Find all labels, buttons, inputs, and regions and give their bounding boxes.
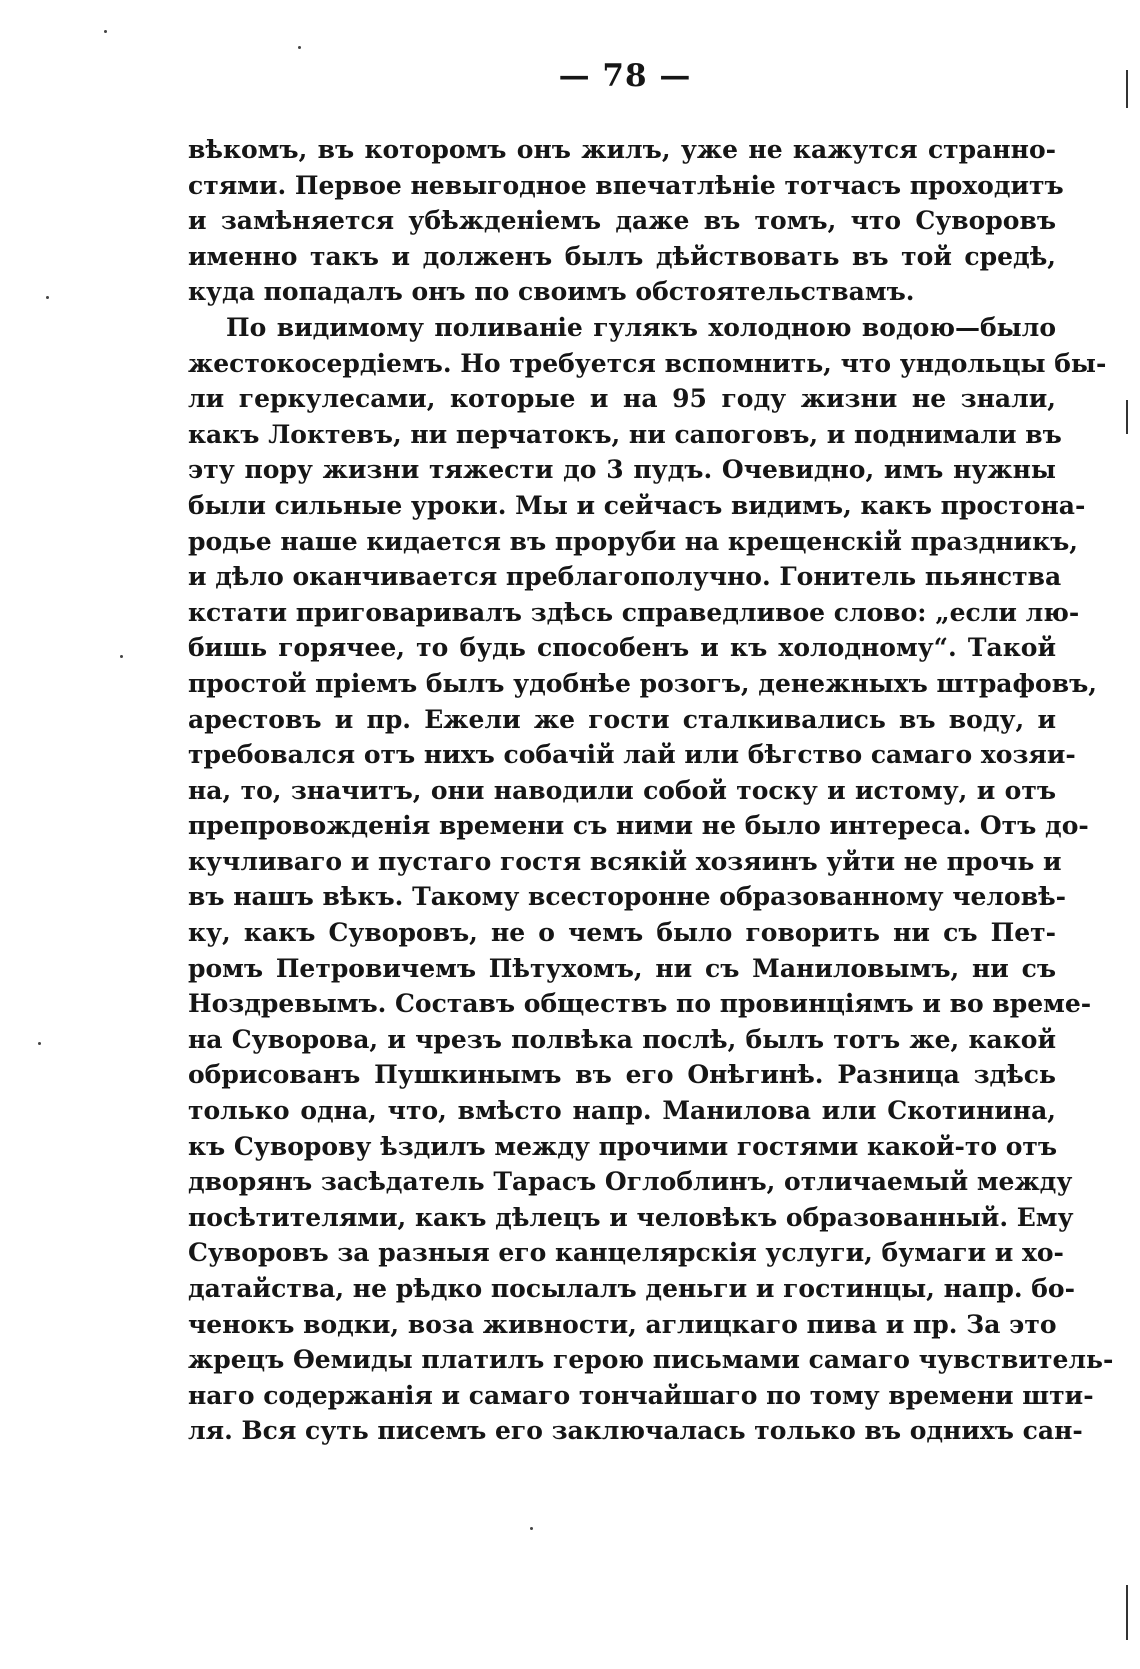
- text-line: По видимому поливаніе гулякъ холодною водою—было: [226, 312, 1056, 342]
- text-line: къ Суворову ѣздилъ между прочими гостями какой-то отъ: [188, 1131, 1058, 1161]
- text-line: именно такъ и долженъ былъ дѣйствовать въ той средѣ,: [188, 241, 1056, 271]
- text-line: обрисованъ Пушкинымъ въ его Онѣгинѣ. Разница здѣсь: [188, 1060, 1056, 1090]
- scan-speck: [38, 1042, 41, 1045]
- text-line: наго содержанія и самаго тончайшаго по тому времени шти-: [188, 1380, 1094, 1410]
- text-line: кучливаго и пустаго гостя всякій хозяинъ уйти не прочь и: [188, 846, 1062, 876]
- text-line: на, то, значитъ, они наводили собой тоску и истому, и отъ: [188, 775, 1056, 805]
- text-line: на Суворова, и чрезъ полвѣка послѣ, былъ тотъ же, какой: [188, 1024, 1056, 1054]
- text-line: бишь горячее, то будь способенъ и къ холодному“. Такой: [188, 633, 1056, 663]
- text-line: какъ Локтевъ, ни перчатокъ, ни сапоговъ, и поднимали въ: [188, 419, 1062, 449]
- text-line: кстати приговаривалъ здѣсь справедливое слово: „если лю-: [188, 597, 1080, 627]
- text-line: только одна, что, вмѣсто напр. Манилова или Скотинина,: [188, 1096, 1056, 1126]
- text-line: арестовъ и пр. Ежели же гости сталкивались въ воду, и: [188, 704, 1056, 734]
- text-line: посѣтителями, какъ дѣлецъ и человѣкъ образованный. Ему: [188, 1202, 1074, 1232]
- text-line: эту пору жизни тяжести до 3 пудъ. Очевидно, имъ нужны: [188, 455, 1056, 485]
- text-line: были сильные уроки. Мы и сейчасъ видимъ, какъ простона-: [188, 490, 1086, 520]
- scan-speck: [120, 655, 123, 658]
- text-line: дворянъ засѣдатель Тарасъ Оглоблинъ, отличаемый между: [188, 1167, 1073, 1197]
- scan-edge-mark: [1126, 70, 1128, 108]
- text-line: требовался отъ нихъ собачій лай или бѣгство самаго хозяи-: [188, 740, 1076, 770]
- text-line: куда попадалъ онъ по своимъ обстоятельствамъ.: [188, 277, 915, 307]
- text-line: препровожденія времени съ ними не было интереса. Отъ до-: [188, 811, 1089, 841]
- body-text: [188, 132, 1114, 1449]
- text-line: Ноздревымъ. Составъ обществъ по провинціямъ и во време-: [188, 989, 1092, 1019]
- scan-speck: [298, 46, 301, 49]
- text-line: и замѣняется убѣжденіемъ даже въ томъ, что Суворовъ: [188, 206, 1056, 236]
- text-line: вѣкомъ, въ которомъ онъ жилъ, уже не кажутся странно-: [188, 135, 1056, 164]
- paragraph: [188, 132, 1064, 310]
- text-line: ку, какъ Суворовъ, не о чемъ было говорить ни съ Пет-: [188, 918, 1056, 948]
- text-line: датайства, не рѣдко посылалъ деньги и гостинцы, напр. бо-: [188, 1274, 1075, 1303]
- text-line: жрецъ Ѳемиды платилъ герою письмами самаго чувствитель-: [188, 1345, 1114, 1375]
- scan-edge-mark: [1126, 400, 1128, 434]
- text-line: въ нашъ вѣкъ. Такому всесторонне образованному человѣ-: [188, 882, 1067, 912]
- text-line: Суворовъ за разныя его канцелярскія услуги, бумаги и хо-: [188, 1238, 1064, 1268]
- text-line: простой пріемъ былъ удобнѣе розогъ, денежныхъ штрафовъ,: [188, 668, 1097, 698]
- text-line: ромъ Петровичемъ Пѣтухомъ, ни съ Маниловымъ, ни съ: [188, 953, 1056, 983]
- paragraph: [188, 310, 1114, 1449]
- text-line: родье наше кидается въ проруби на крещенскій праздникъ,: [188, 526, 1079, 556]
- text-line: жестокосердіемъ. Но требуется вспомнить, что ундольцы бы-: [188, 348, 1107, 378]
- text-line: ченокъ водки, воза живности, аглицкаго пива и пр. За это: [188, 1309, 1057, 1339]
- text-line: ли геркулесами, которые и на 95 году жизни не знали,: [188, 384, 1056, 414]
- scan-speck: [104, 30, 107, 33]
- scan-edge-mark: [1126, 1585, 1128, 1640]
- text-line: и дѣло оканчивается преблагополучно. Гонитель пьянства: [188, 562, 1062, 592]
- page-number: — 78 —: [558, 58, 692, 94]
- scan-speck: [46, 296, 49, 299]
- scan-speck: [530, 1527, 533, 1530]
- text-line: стями. Первое невыгодное впечатлѣніе тотчасъ проходитъ: [188, 170, 1064, 200]
- text-line: ля. Вся суть писемъ его заключалась только въ однихъ сан-: [188, 1416, 1083, 1446]
